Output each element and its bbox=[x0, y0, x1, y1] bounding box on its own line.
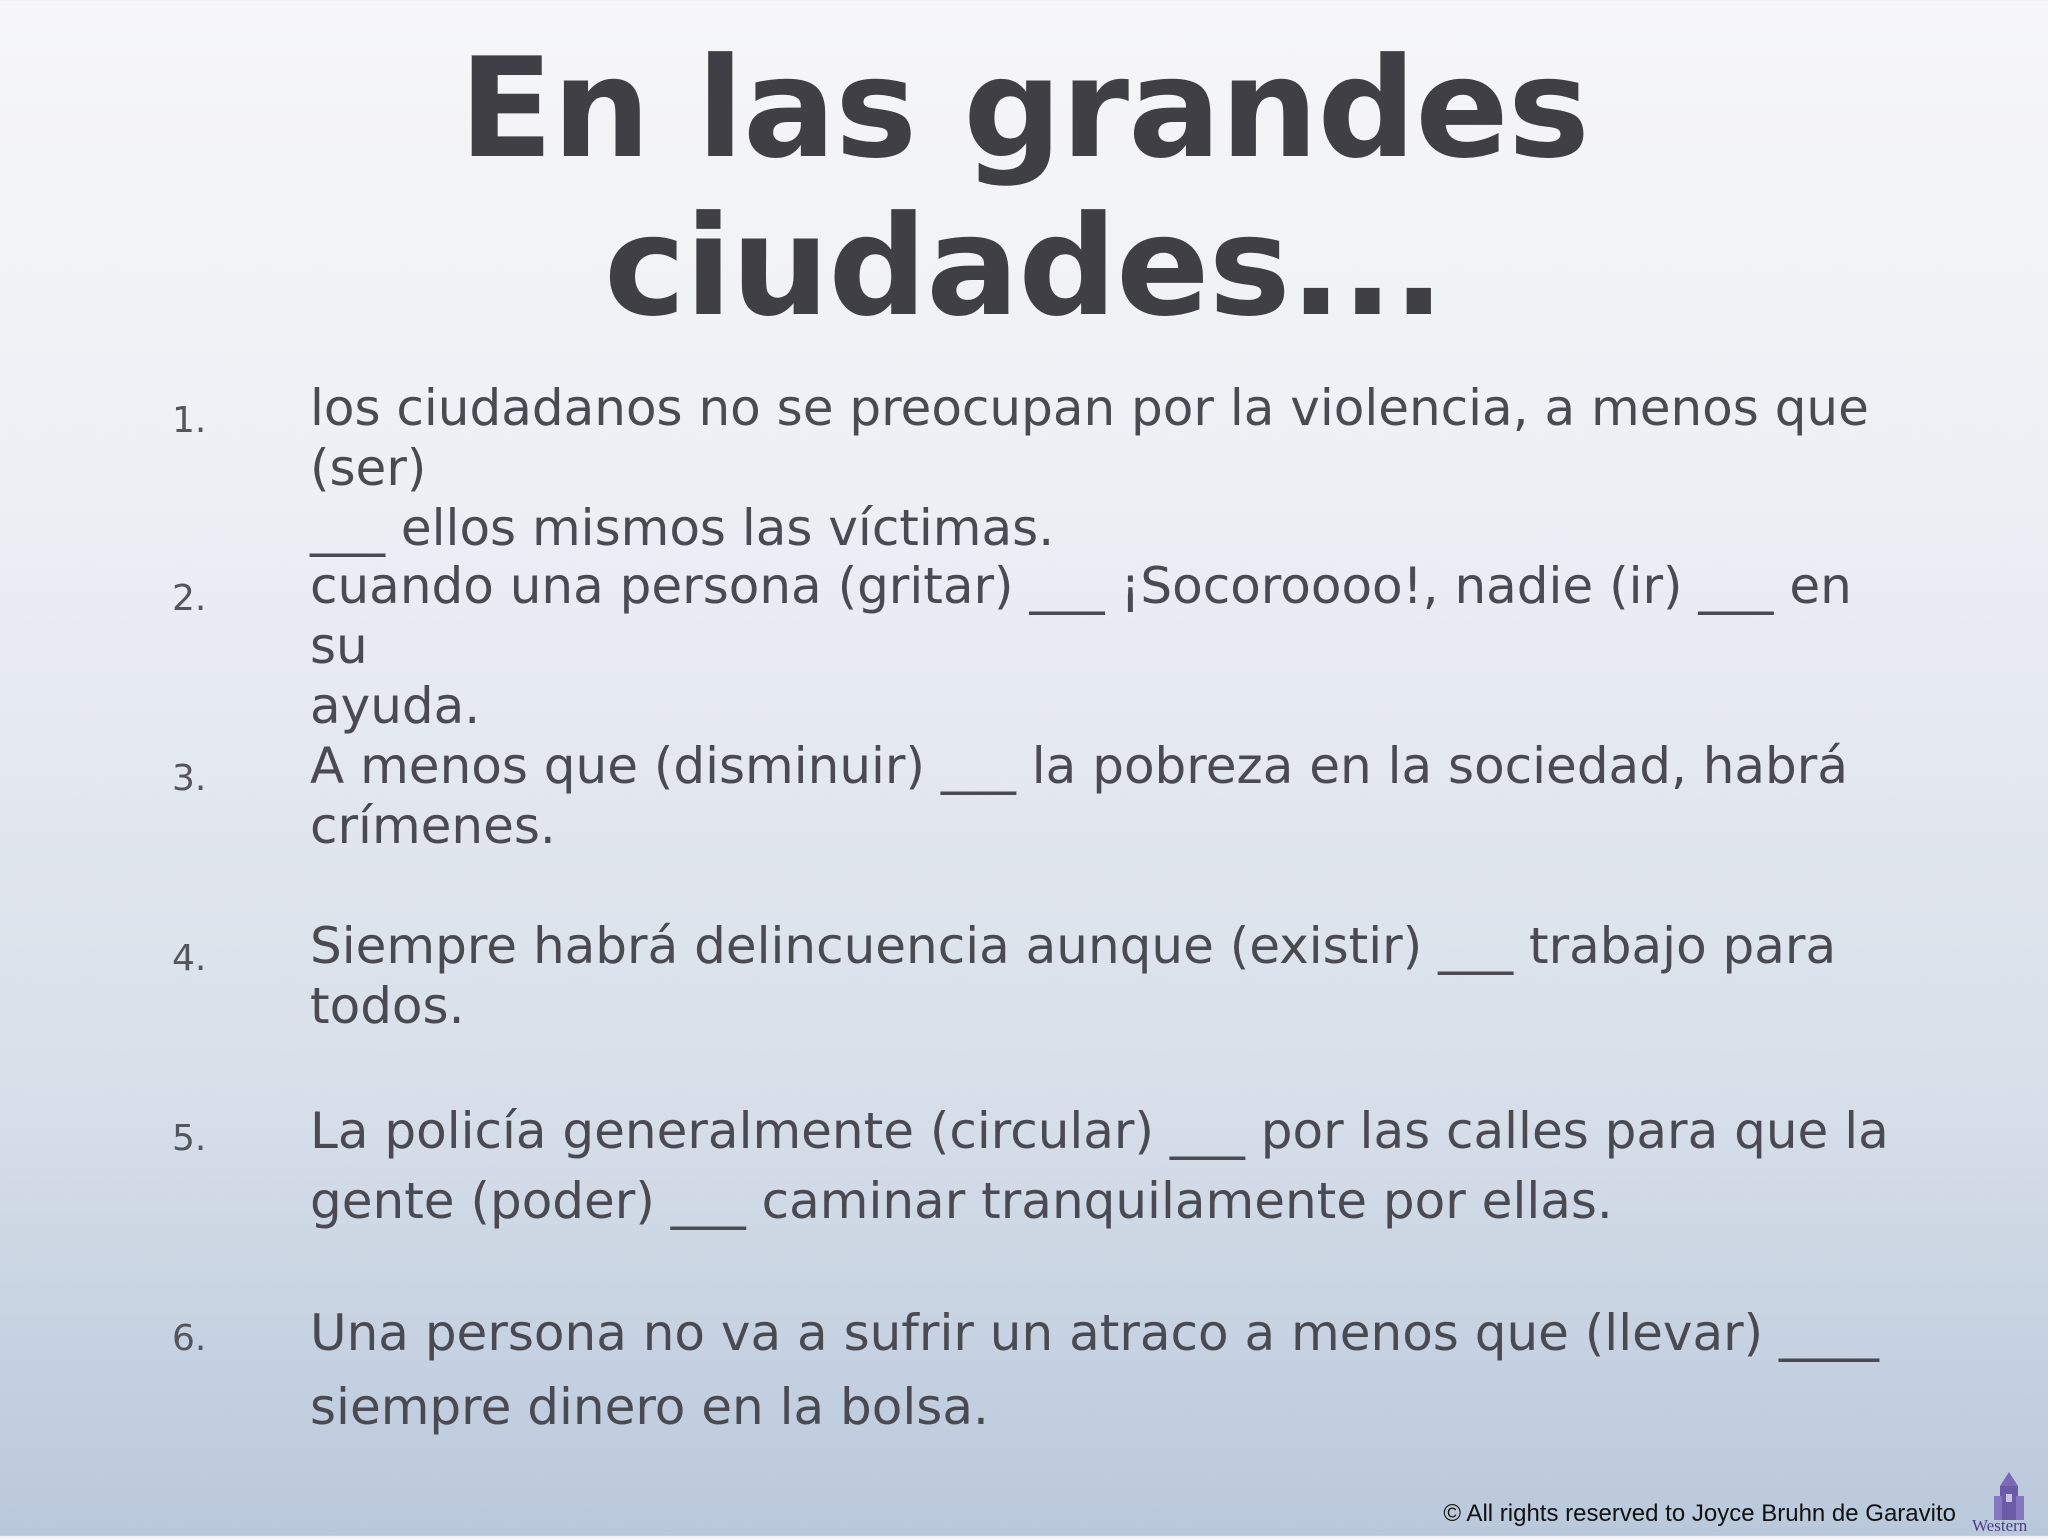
item-number: 4. bbox=[172, 938, 207, 979]
item-number: 1. bbox=[172, 400, 207, 441]
title-line-1: En las grandes bbox=[459, 28, 1589, 189]
item-text: La policía generalmente (circular) ___ por las calles para que la gente (poder) ___ caminar tranquilamente por ellas. bbox=[310, 1102, 1889, 1230]
item-number: 5. bbox=[172, 1118, 207, 1159]
item-text: Siempre habrá delincuencia aunque (existir) ___ trabajo para todos. bbox=[310, 917, 1837, 1035]
item-number: 2. bbox=[172, 578, 207, 619]
university-logo bbox=[1970, 1466, 2048, 1536]
item-number: 3. bbox=[172, 758, 207, 799]
item-text: los ciudadanos no se preocupan por la violencia, a menos que (ser) ___ ellos mismos las víctimas. bbox=[310, 379, 1869, 557]
copyright-notice: © All rights reserved to Joyce Bruhn de Garavito bbox=[1443, 1500, 1956, 1527]
item-text: A menos que (disminuir) ___ la pobreza en la sociedad, habrá crímenes. bbox=[310, 737, 1848, 855]
item-text: Una persona no va a sufrir un atraco a menos que (llevar) ____ siempre dinero en la bolsa. bbox=[310, 1304, 1880, 1436]
item-number: 6. bbox=[172, 1318, 207, 1359]
slide-title bbox=[0, 30, 2048, 346]
item-text: cuando una persona (gritar) ___ ¡Socoroooo!, nadie (ir) ___ en su ayuda. bbox=[310, 557, 1852, 735]
title-line-2: ciudades... bbox=[603, 186, 1445, 347]
logo-wordmark: Western bbox=[1972, 1516, 2028, 1535]
